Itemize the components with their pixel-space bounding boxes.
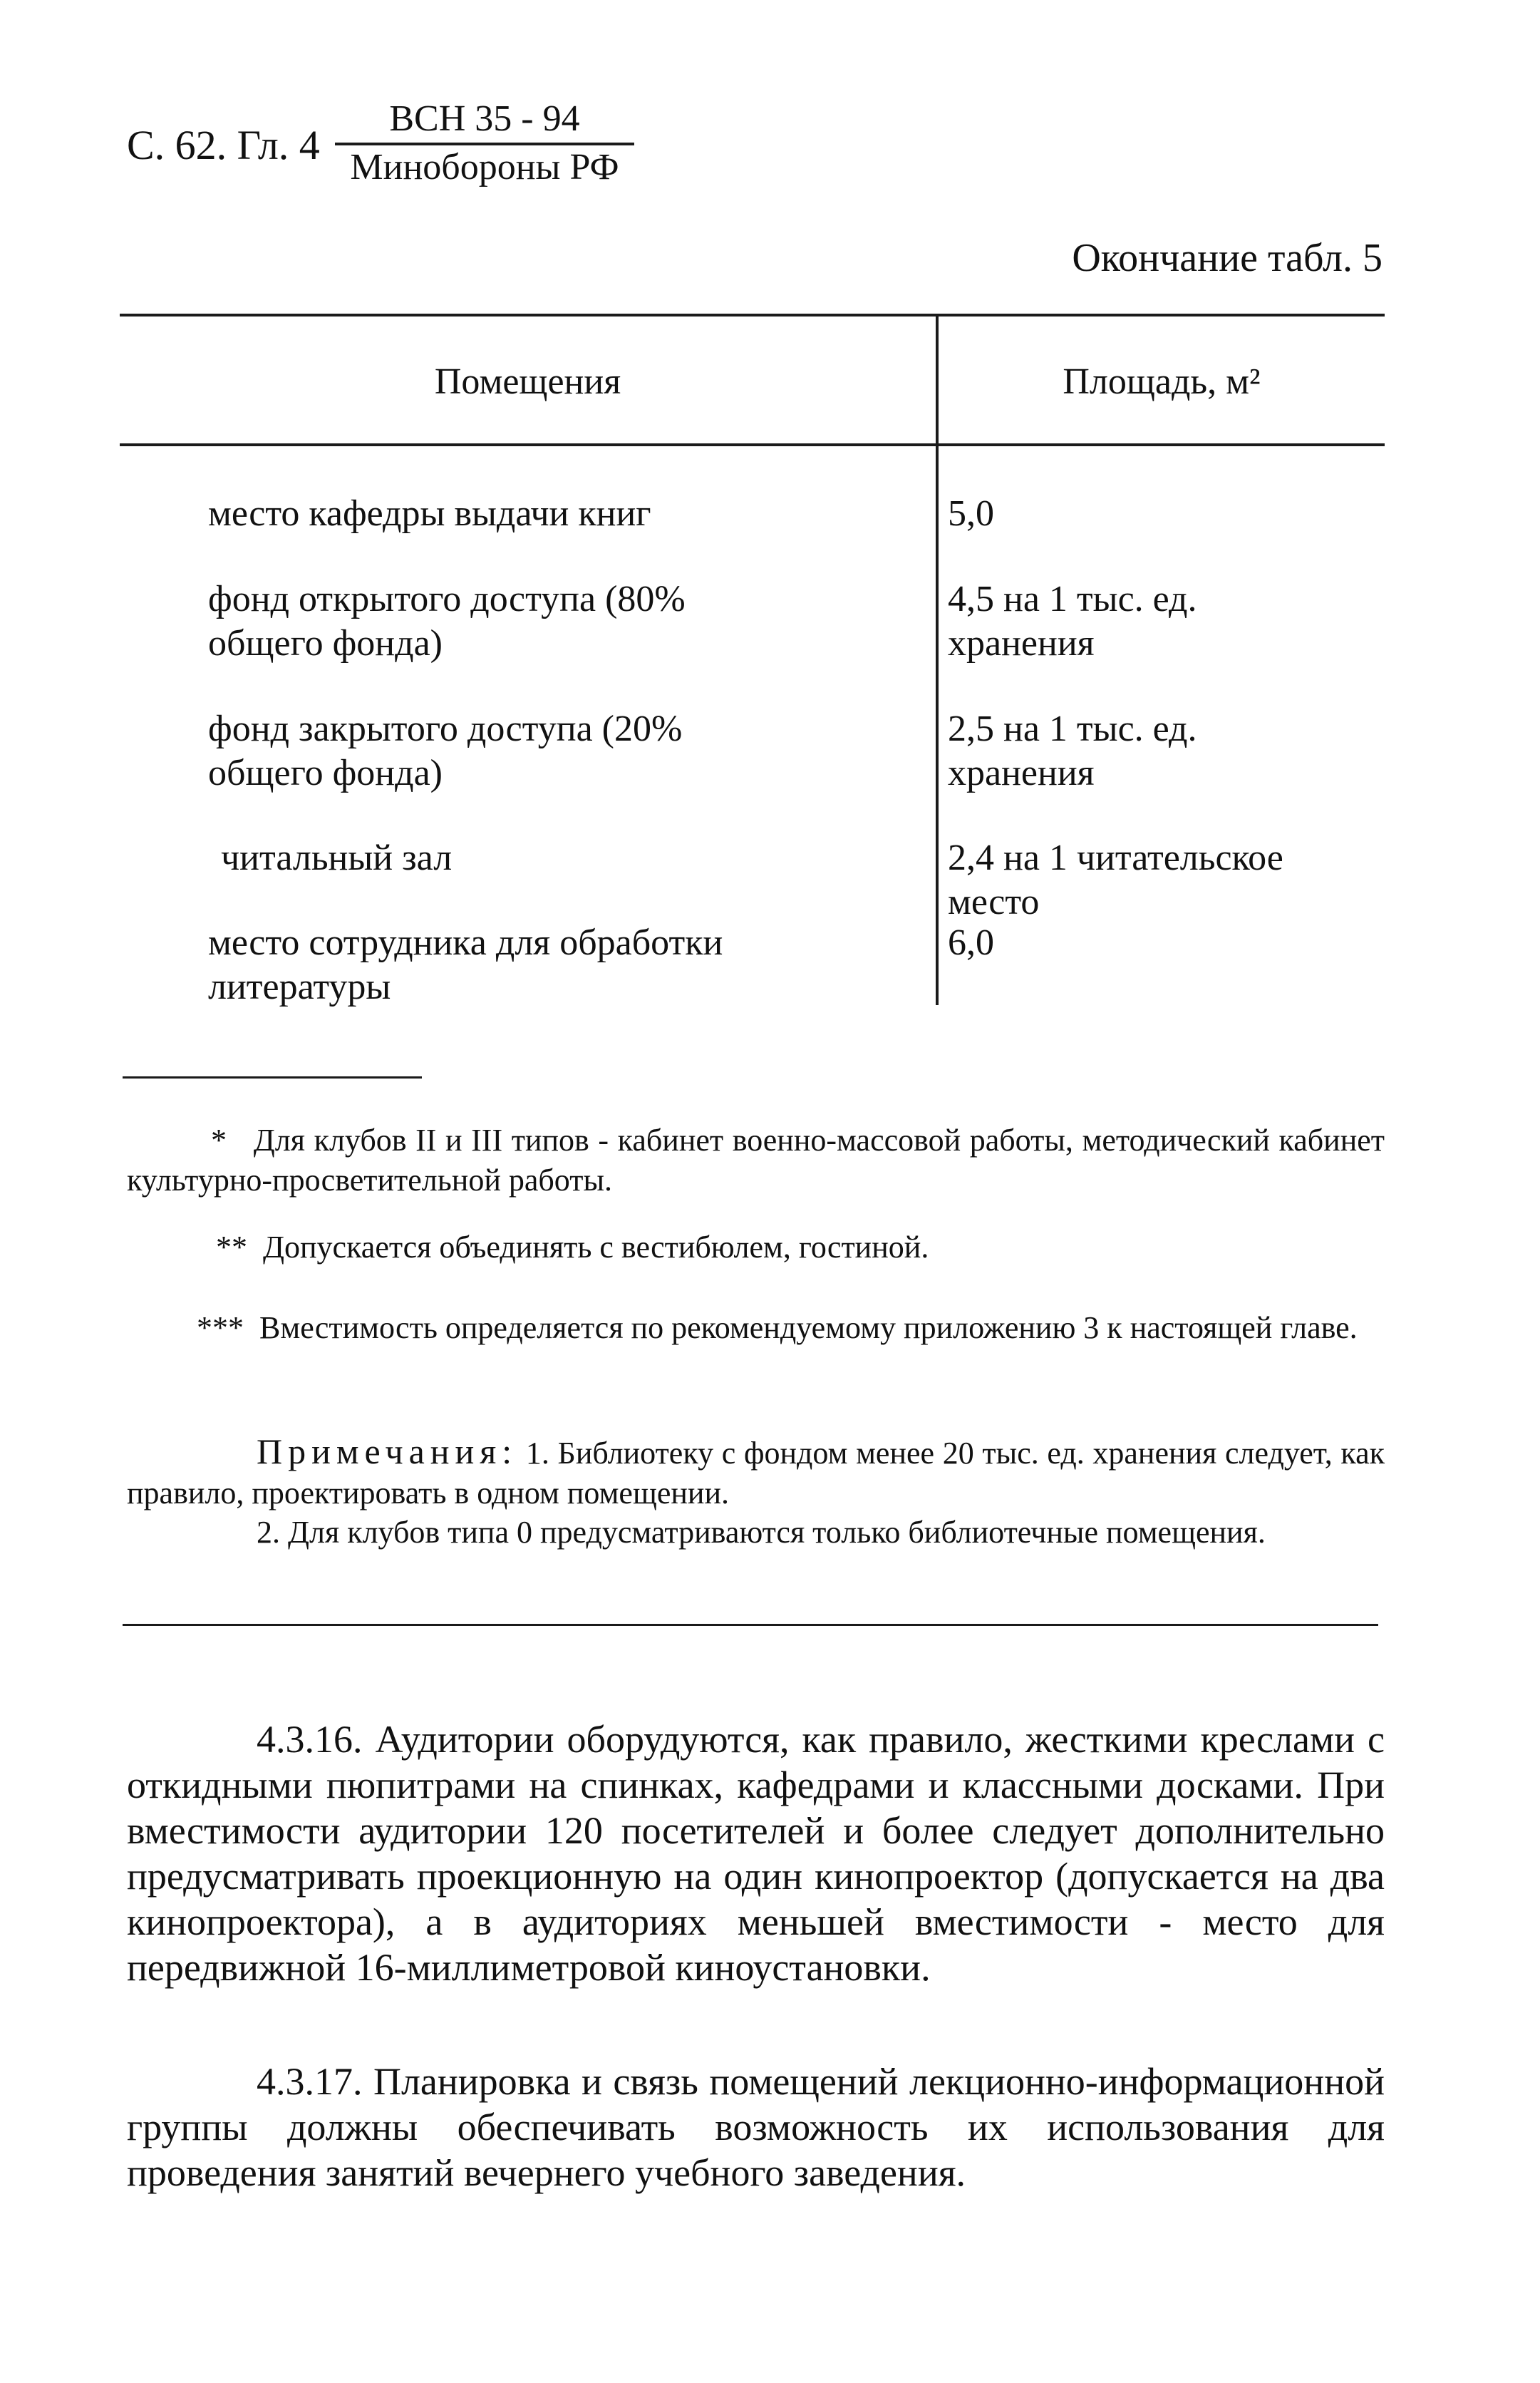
footnote — [127, 1227, 1385, 1267]
table-cell-area: 6,0 — [948, 922, 994, 963]
table-top-rule — [120, 314, 1385, 316]
footnote-separator — [123, 1076, 422, 1079]
table-cell-room: читальный зал — [221, 838, 453, 878]
table-cell-area: 5,0 — [948, 493, 994, 534]
table-cell-area: 4,5 на 1 тыс. ед. хранения — [948, 579, 1197, 664]
paragraph-4-3-16: 4.3.16. Аудитории оборудуются, как правило, жесткими креслами с откидными пюпитрами на спинках, кафедрами и классными досками. При вместимости аудитории 120 посетителей и более следует дополнительно предусматривать проекционную на один кинопроектор (допускается на два кинопроектора), а в аудиториях меньшей вместимости - место для передвижной 16-миллиметровой киноустановки. — [127, 1718, 1385, 1989]
footnote-mark: * — [211, 1123, 227, 1158]
column-header-rooms: Помещения — [434, 361, 621, 402]
notes-item: 2. Для клубов типа 0 предусматриваются только библиотечные помещения. — [257, 1515, 1266, 1550]
notes-label: Примечания: — [257, 1431, 518, 1471]
table-column-divider — [936, 314, 939, 1005]
notes-item — [127, 1431, 1385, 1513]
footnote — [127, 1121, 1385, 1200]
table-cell-room: фонд закрытого доступа (20% общего фонда) — [208, 709, 683, 793]
footnote-text: Для клубов II и III типов - кабинет военно-массовой работы, методический кабинет культурно-просветительной работы. — [127, 1123, 1385, 1198]
table-cell-room: место сотрудника для обработки литературы — [208, 922, 723, 1007]
document-code-block — [335, 98, 634, 190]
column-header-area: Площадь, м² — [1063, 361, 1261, 402]
page-reference: С. 62. Гл. 4 — [127, 122, 320, 168]
table-cell-area: 2,5 на 1 тыс. ед. хранения — [948, 709, 1197, 793]
document-code: ВСН 35 - 94 — [335, 98, 634, 145]
table-cell-room: фонд открытого доступа (80% общего фонда) — [208, 579, 686, 664]
section-separator — [123, 1624, 1378, 1626]
table-header-rule — [120, 443, 1385, 446]
paragraph-4-3-17: 4.3.17. Планировка и связь помещений лекционно-информационной группы должны обеспечивать возможность их использования для проведения занятий вечернего учебного заведения. — [127, 2060, 1385, 2194]
table-caption: Окончание табл. 5 — [1072, 236, 1383, 280]
table-cell-area: 2,4 на 1 читательское место — [948, 838, 1283, 922]
footnote-mark: *** — [197, 1310, 244, 1345]
footnote — [127, 1308, 1385, 1348]
organization: Минобороны РФ — [350, 147, 619, 187]
notes-text: 1. Библиотеку с фондом менее 20 тыс. ед. хранения следует, как правило, проектировать в одном помещении. — [127, 1436, 1385, 1510]
footnote-text: Допускается объединять с вестибюлем, гостиной. — [263, 1230, 929, 1265]
footnote-mark: ** — [216, 1230, 247, 1265]
footnote-text: Вместимость определяется по рекомендуемому приложению 3 к настоящей главе. — [259, 1310, 1358, 1345]
table-cell-room: место кафедры выдачи книг — [208, 493, 651, 534]
